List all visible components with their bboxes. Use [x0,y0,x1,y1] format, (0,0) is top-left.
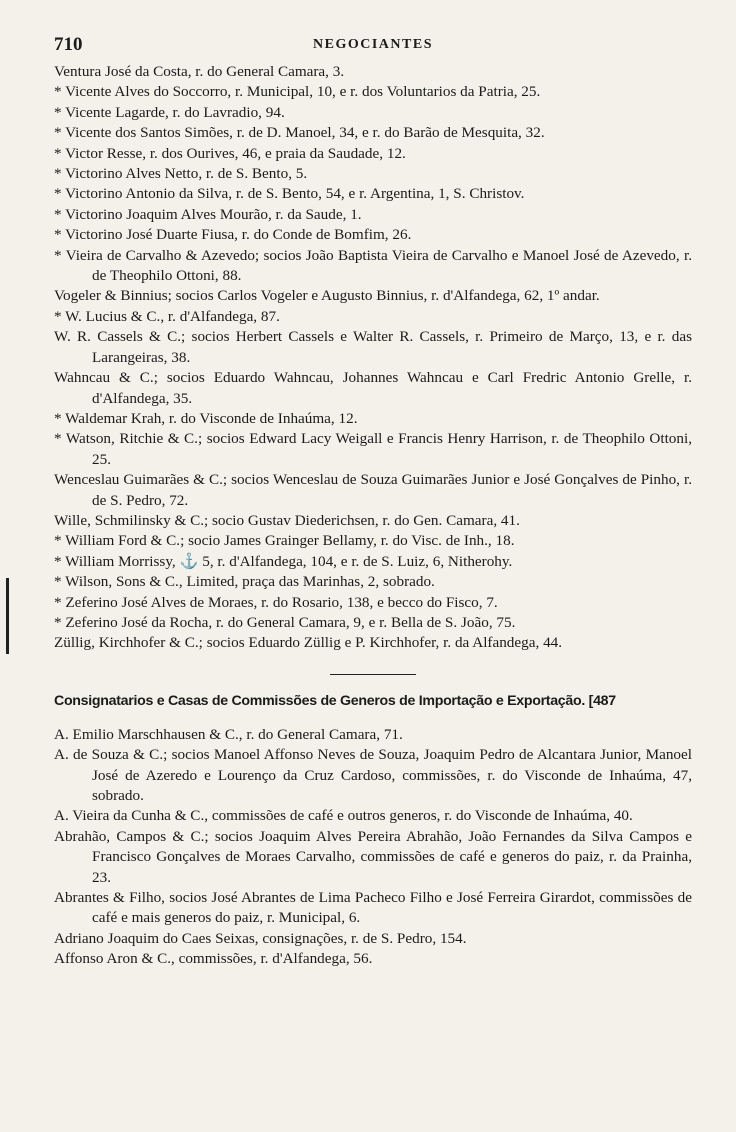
directory-entry: W. R. Cassels & C.; socios Herbert Cassels e Walter R. Cassels, r. Primeiro de Março, 13, e r. das Larangeiras, 38. [54,328,692,366]
directory-entry: Ventura José da Costa, r. do General Camara, 3. [54,63,345,80]
section-divider [330,674,416,675]
directory-entry: * Victorino José Duarte Fiusa, r. do Conde de Bomfim, 26. [54,226,412,244]
directory-entry: Vogeler & Binnius; socios Carlos Vogeler e Augusto Binnius, r. d'Alfandega, 62, 1º andar. [54,287,600,305]
directory-entry: Abrantes & Filho, socios José Abrantes de Lima Pacheco Filho e José Ferreira Girardot, commissões de café e mais generos do paiz, r. Municipal, 6. [54,889,692,927]
section-heading: Consignatarios e Casas de Commissões de Generos de Importação e Exportação. [487 [54,692,616,709]
directory-entry: * William Ford & C.; socio James Grainger Bellamy, r. do Visc. de Inh., 18. [54,532,515,550]
directory-entry: Affonso Aron & C., commissões, r. d'Alfandega, 56. [54,950,373,968]
directory-entry: * Waldemar Krah, r. do Visconde de Inhaúma, 12. [54,409,358,427]
page-number: 710 [54,34,83,55]
negociantes-list [54,62,692,654]
directory-entry: * Vieira de Carvalho & Azevedo; socios João Baptista Vieira de Carvalho e Manoel José de Azevedo, r. de Theophilo Ottoni, 88. [54,246,692,285]
directory-entry: A. Emilio Marschhausen & C., r. do General Camara, 71. [54,725,403,743]
directory-entry: Wille, Schmilinsky & C.; socio Gustav Diederichsen, r. do Gen. Camara, 41. [54,511,520,529]
directory-entry: Züllig, Kirchhofer & C.; socios Eduardo Züllig e P. Kirchhofer, r. da Alfandega, 44. [54,634,563,652]
directory-entry: * Victorino Alves Netto, r. de S. Bento, 5. [54,165,308,183]
directory-entry: * Vicente Alves do Soccorro, r. Municipal, 10, e r. dos Voluntarios da Patria, 25. [54,83,541,101]
directory-entry: * Zeferino José Alves de Moraes, r. do Rosario, 138, e becco do Fisco, 7. [54,593,498,611]
directory-entry: Wenceslau Guimarães & C.; socios Wenceslau de Souza Guimarães Junior e José Gonçalves de Pinho, r. de S. Pedro, 72. [54,471,692,509]
directory-entry: A. de Souza & C.; socios Manoel Affonso Neves de Souza, Joaquim Pedro de Alcantara Junior, Manoel José de Azeredo e Lourenço da Cruz Cardoso, commissões, r. do Visconde de Inhaúma, 47, sobrado. [54,746,692,804]
directory-entry: * Victorino Joaquim Alves Mourão, r. da Saude, 1. [54,205,362,223]
running-head [54,34,692,60]
directory-entry: A. Vieira da Cunha & C., commissões de café e outros generos, r. do Visconde de Inhaúma, 40. [54,807,633,825]
directory-entry: * Wilson, Sons & C., Limited, praça das Marinhas, 2, sobrado. [54,573,435,591]
running-head-title: NEGOCIANTES [313,37,433,52]
directory-entry: * Zeferino José da Rocha, r. do General Camara, 9, e r. Bella de S. João, 75. [54,613,516,631]
directory-entry: Wahncau & C.; socios Eduardo Wahncau, Johannes Wahncau e Carl Fredric Antonio Grelle, r. d'Alfandega, 35. [54,369,692,407]
directory-entry: * W. Lucius & C., r. d'Alfandega, 87. [54,307,280,325]
directory-entry: * Vicente Lagarde, r. do Lavradio, 94. [54,103,285,121]
directory-entry: * Victor Resse, r. dos Ourives, 46, e praia da Saudade, 12. [54,144,406,162]
margin-mark [6,578,9,654]
directory-entry: * Watson, Ritchie & C.; socios Edward Lacy Weigall e Francis Henry Harrison, r. de Theophilo Ottoni, 25. [54,430,692,468]
consignatarios-list [54,725,692,970]
directory-page [54,34,692,970]
directory-entry: * William Morrissy, ⚓ 5, r. d'Alfandega, 104, e r. de S. Luiz, 6, Nitherohy. [54,552,513,570]
directory-entry: * Vicente dos Santos Simões, r. de D. Manoel, 34, e r. do Barão de Mesquita, 32. [54,124,545,142]
directory-entry: Adriano Joaquim do Caes Seixas, consignações, r. de S. Pedro, 154. [54,929,467,947]
directory-entry: Abrahão, Campos & C.; socios Joaquim Alves Pereira Abrahão, João Fernandes da Silva Campos e Francisco Gonçalves de Moraes Carvalho, commissões de café e generos do paiz, r. da Prainha, 23. [54,827,692,886]
directory-entry: * Victorino Antonio da Silva, r. de S. Bento, 54, e r. Argentina, 1, S. Christov. [54,185,525,203]
